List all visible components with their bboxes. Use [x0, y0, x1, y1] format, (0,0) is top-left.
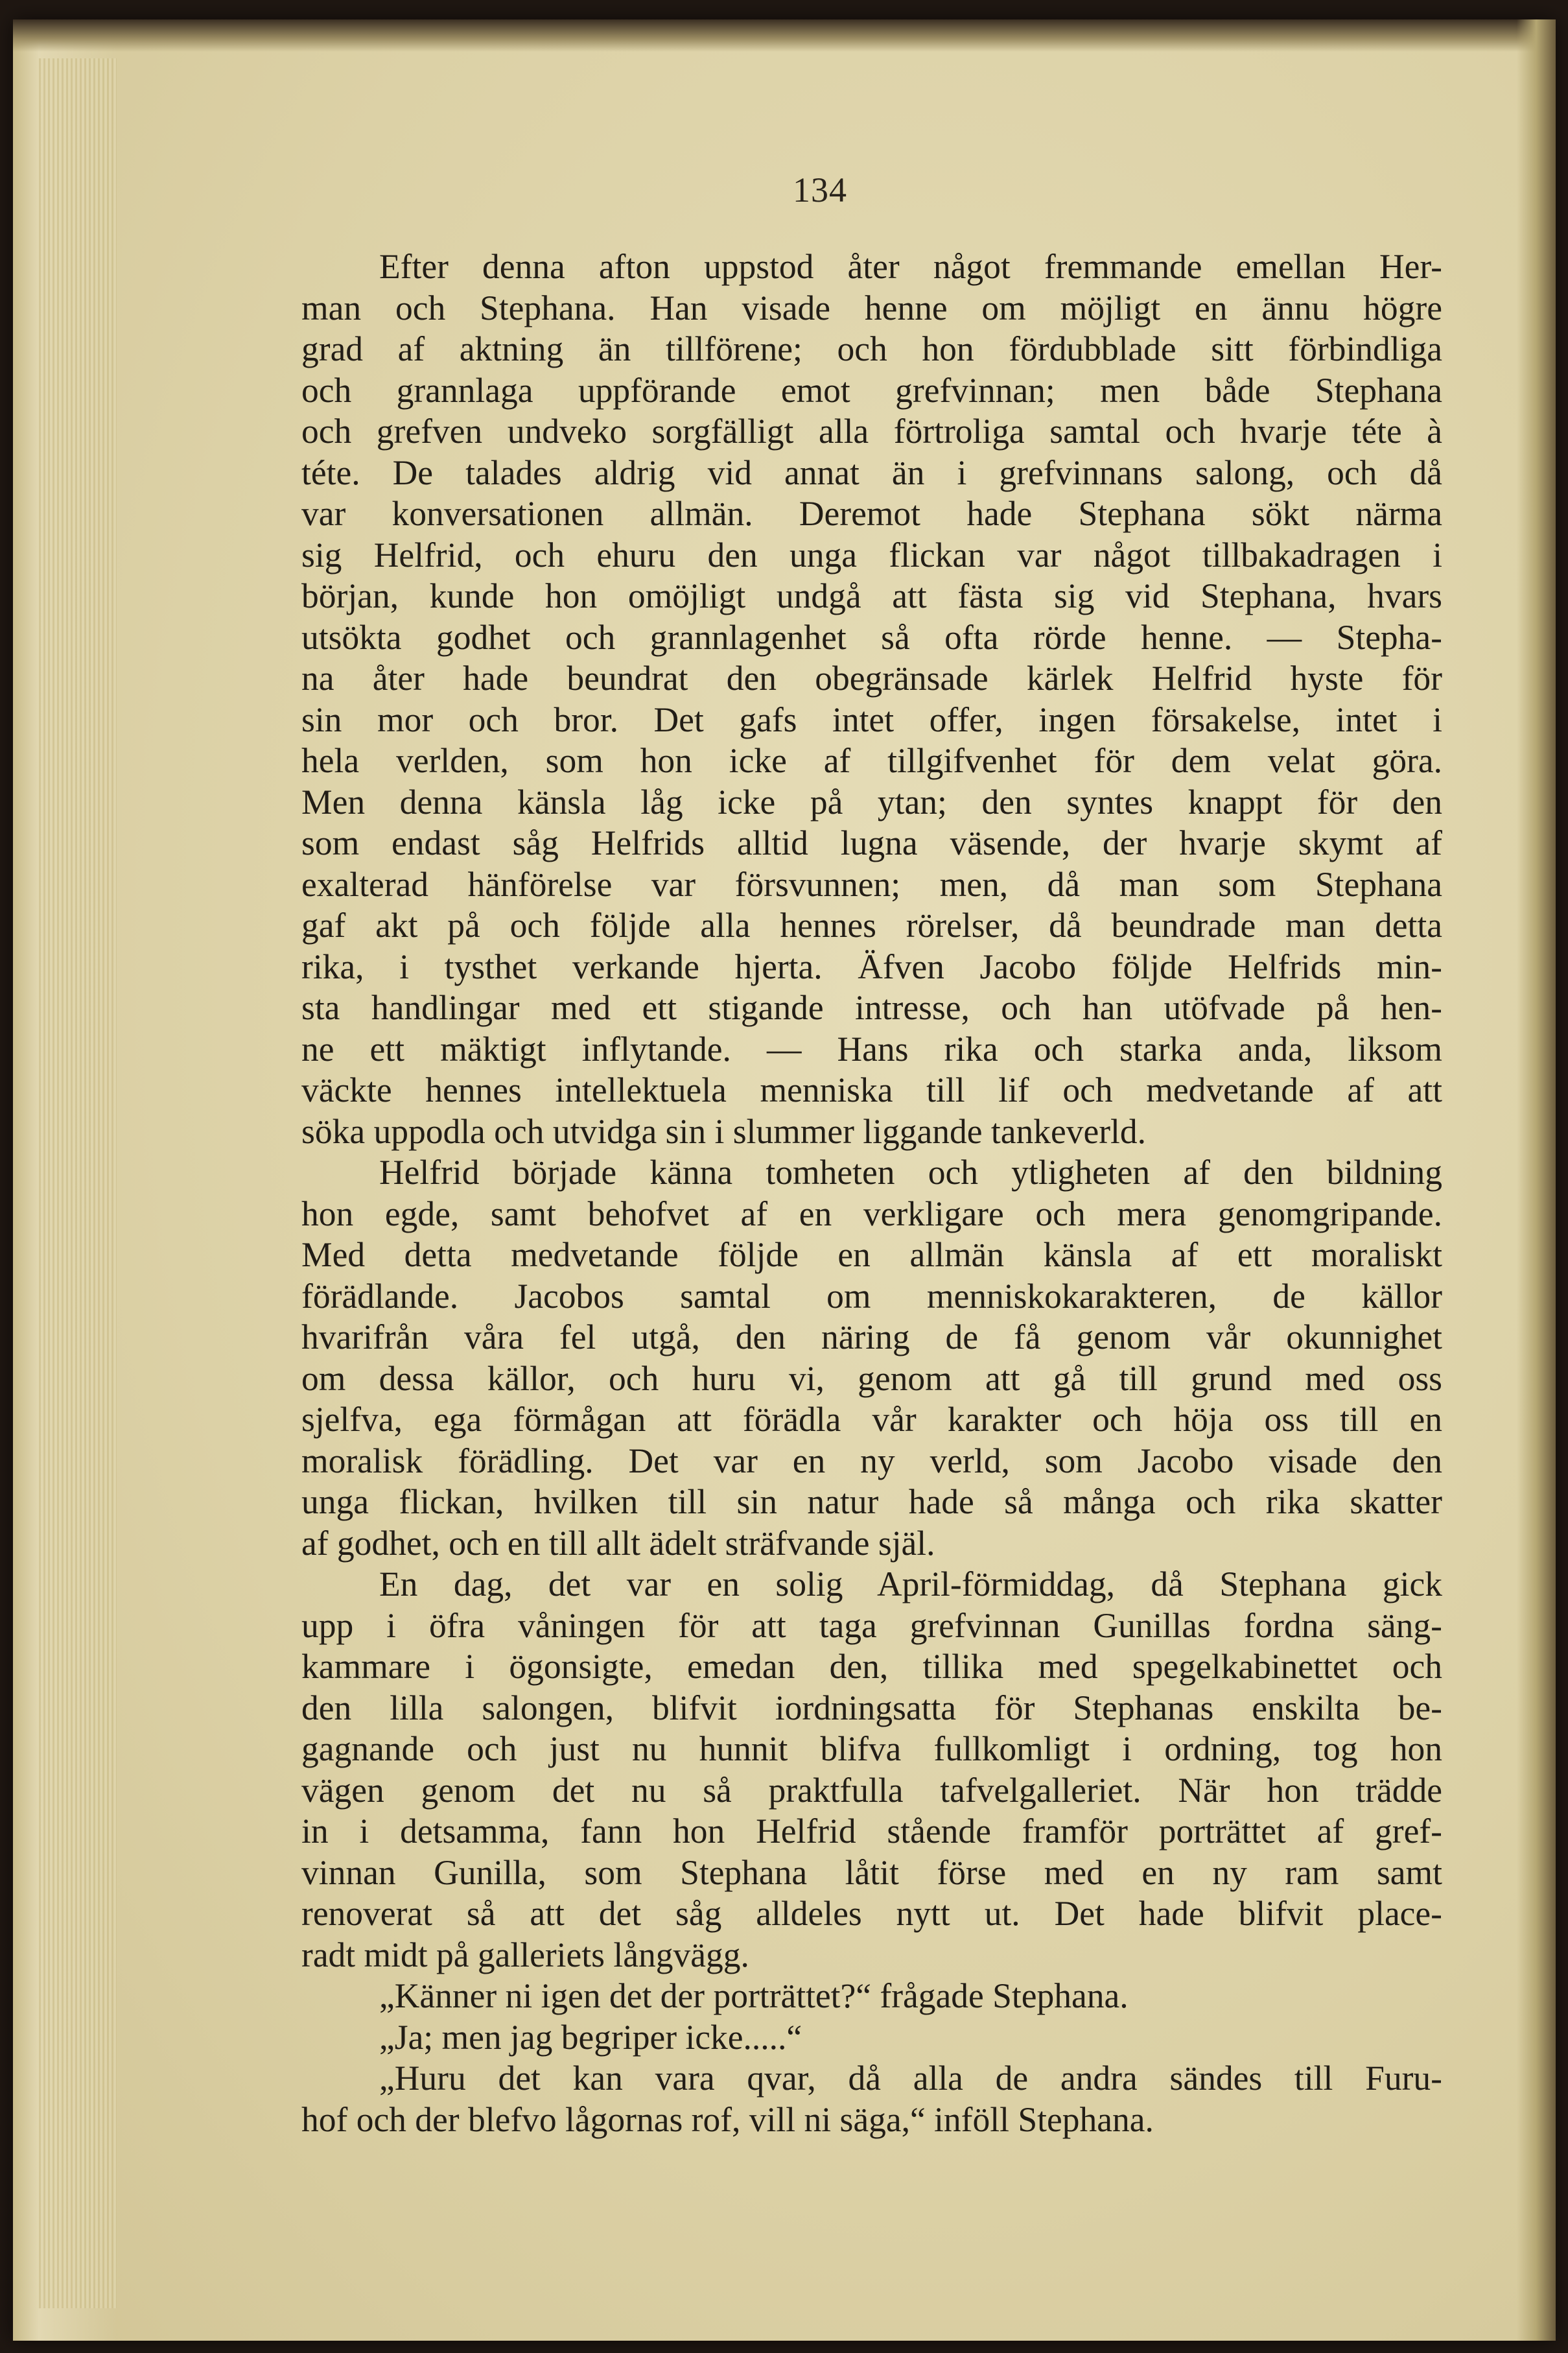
text-line: „Känner ni igen det der porträttet?“ frågade Stephana.: [379, 1976, 1129, 2015]
text-line: och grannlaga uppförande emot grefvinnan; men både Stephana: [301, 370, 1442, 410]
text-line: radt midt på galleriets långvägg.: [301, 1935, 749, 1974]
text-line: kammare i ögonsigte, emedan den, tillika med spegelkabinettet och: [301, 1647, 1442, 1686]
text-line: gagnande och just nu hunnit blifva fullkomligt i ordning, tog hon: [301, 1729, 1442, 1768]
text-line: vinnan Gunilla, som Stephana låtit förse med en ny ram samt: [301, 1852, 1442, 1892]
text-line: sig Helfrid, och ehuru den unga flickan var något tillbakadragen i: [301, 535, 1442, 574]
text-line: na åter hade beundrat den obegränsade kärlek Helfrid hyste för: [301, 659, 1442, 698]
text-line: söka uppodla och utvidga sin i slummer liggande tankeverld.: [301, 1111, 1147, 1151]
text-line: hof och der blefvo lågornas rof, vill ni säga,“ inföll Stephana.: [301, 2099, 1154, 2139]
text-line: Helfrid började känna tomheten och ytligheten af den bildning: [379, 1153, 1442, 1192]
text-line: sin mor och bror. Det gafs intet offer, ingen försakelse, intet i: [301, 700, 1442, 739]
text-line: om dessa källor, och huru vi, genom att gå till grund med oss: [301, 1358, 1442, 1398]
text-line: sjelfva, ega förmågan att förädla vår karakter och höja oss till en: [301, 1400, 1442, 1439]
text-line: som endast såg Helfrids alltid lugna väsende, der hvarje skymt af: [301, 823, 1442, 862]
text-line: hela verlden, som hon icke af tillgifvenhet för dem velat göra.: [301, 741, 1442, 780]
text-line: gaf akt på och följde alla hennes rörelser, då beundrade man detta: [301, 906, 1442, 945]
text-line: rika, i tysthet verkande hjerta. Äfven Jacobo följde Helfrids min-: [301, 947, 1442, 986]
text-line: Med detta medvetande följde en allmän känsla af ett moraliskt: [301, 1235, 1442, 1274]
text-line: början, kunde hon omöjligt undgå att fästa sig vid Stephana, hvars: [301, 576, 1442, 615]
text-line: och grefven undveko sorgfälligt alla förtroliga samtal och hvarje téte à: [301, 412, 1442, 451]
text-line: förädlande. Jacobos samtal om menniskokarakteren, de källor: [301, 1276, 1442, 1316]
text-line: renoverat så att det såg alldeles nytt ut. Det hade blifvit place-: [301, 1894, 1442, 1933]
page-right-edge: [1517, 19, 1556, 2341]
text-line: man och Stephana. Han visade henne om möjligt en ännu högre: [301, 288, 1442, 327]
text-line: unga flickan, hvilken till sin natur hade så många och rika skatter: [301, 1482, 1442, 1521]
text-line: utsökta godhet och grannlagenhet så ofta rörde henne. — Stepha-: [301, 617, 1442, 657]
text-line: moralisk förädling. Det var en ny verld, som Jacobo visade den: [301, 1441, 1442, 1480]
text-line: exalterad hänförelse var försvunnen; men, då man som Stephana: [301, 864, 1442, 904]
text-line: in i detsamma, fann hon Helfrid stående framför porträttet af gref-: [301, 1812, 1442, 1850]
text-line: väckte hennes intellektuela menniska till lif och medvetande af att: [301, 1070, 1442, 1109]
text-line: „Ja; men jag begriper icke.....“: [379, 2017, 802, 2057]
page-top-edge: [13, 19, 1556, 52]
text-line: hon egde, samt behofvet af en verkligare och mera genomgripande.: [301, 1194, 1442, 1233]
text-line: upp i öfra våningen för att taga grefvinnan Gunillas fordna säng-: [301, 1605, 1442, 1645]
page-number: 134: [793, 171, 847, 209]
text-line: ne ett mäktigt inflytande. — Hans rika och starka anda, liksom: [301, 1029, 1442, 1069]
text-line: En dag, det var en solig April-förmiddag, då Stephana gick: [379, 1565, 1442, 1603]
text-line: grad af aktning än tillförene; och hon fördubblade sitt förbindliga: [301, 329, 1442, 368]
text-line: den lilla salongen, blifvit iordningsatta för Stephanas enskilta be-: [301, 1688, 1442, 1727]
text-line: af godhet, och en till allt ädelt sträfvande själ.: [301, 1523, 935, 1563]
text-line: Efter denna afton uppstod åter något fremmande emellan Her-: [379, 247, 1442, 286]
body-text: [301, 246, 1442, 2140]
text-line: var konversationen allmän. Deremot hade Stephana sökt närma: [301, 494, 1442, 533]
text-line: hvarifrån våra fel utgå, den näring de få genom vår okunnighet: [301, 1318, 1442, 1356]
text-line: Men denna känsla låg icke på ytan; den syntes knappt för den: [301, 782, 1442, 822]
text-line: vägen genom det nu så praktfulla tafvelgalleriet. När hon trädde: [301, 1770, 1442, 1810]
text-line: sta handlingar med ett stigande intresse, och han utöfvade på hen-: [301, 988, 1442, 1027]
text-line: „Huru det kan vara qvar, då alla de andra sändes till Furu-: [379, 2059, 1442, 2098]
page-stack-edges: [39, 58, 117, 2308]
text-line: téte. De talades aldrig vid annat än i grefvinnans salong, och då: [301, 453, 1442, 492]
